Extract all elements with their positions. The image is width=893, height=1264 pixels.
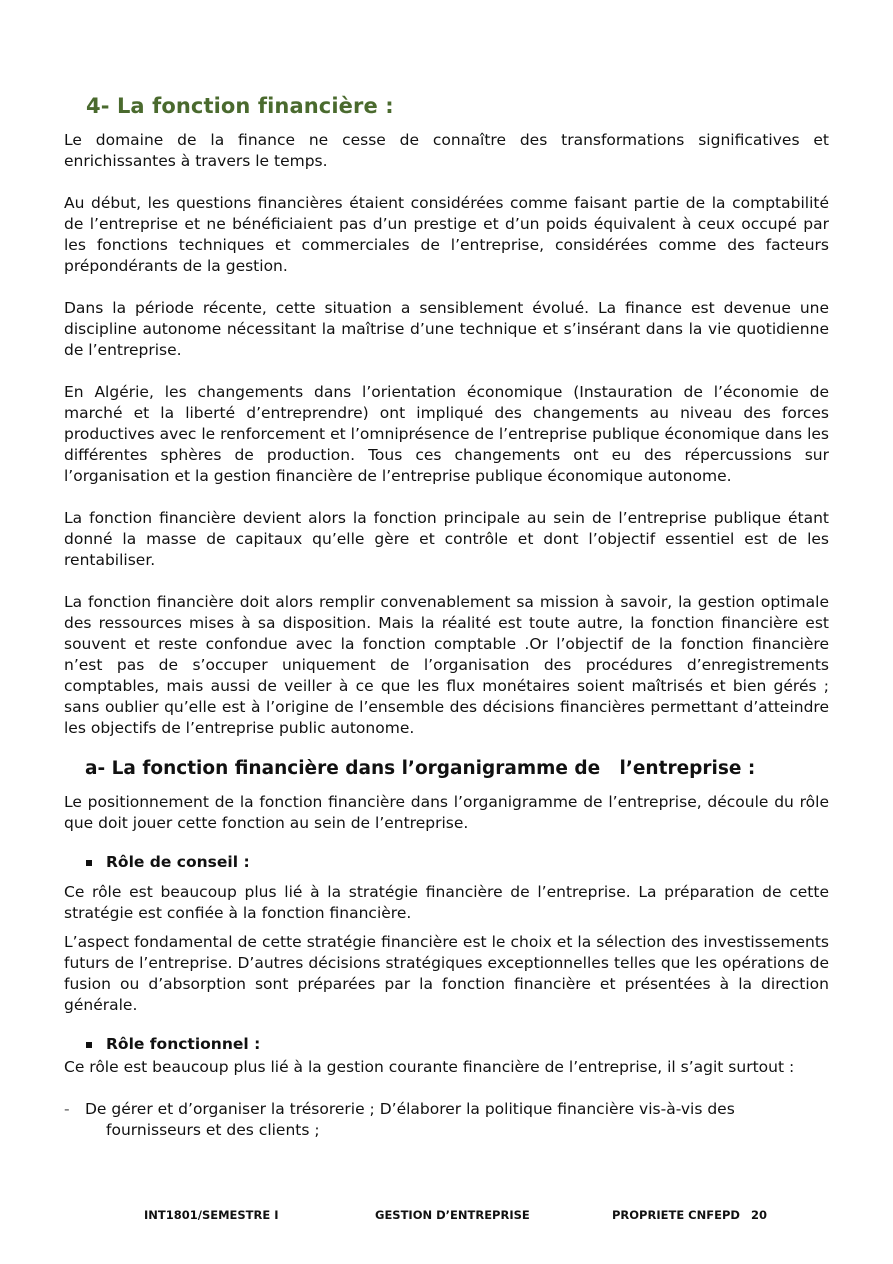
list-item-line: fournisseurs et des clients ; xyxy=(106,1121,320,1139)
square-bullet-icon xyxy=(86,860,92,866)
paragraph: L’aspect fondamental de cette stratégie financière est le choix et la sélection des investissements futurs de l’entreprise. D’autres décisions stratégiques exceptionnelles telles que les opérations de fusion ou d’absorption sont préparées par la fonction financière et présentées à la direction générale. xyxy=(64,933,829,1014)
page-number: 20 xyxy=(751,1208,768,1222)
footer-owner: PROPRIETE CNFEPD xyxy=(612,1208,740,1222)
list-item-line: De gérer et d’organiser la trésorerie ; D’élaborer la politique financière vis-à-vis des xyxy=(85,1100,735,1118)
paragraph: En Algérie, les changements dans l’orientation économique (Instauration de l’économie de marché et la liberté d’entreprendre) ont impliqué des changements au niveau des forces productives avec le renforcement et l’omniprésence de l’entreprise publique économique dans les différentes sphères de production. Tous ces changements ont eu des répercussions sur l’organisation et la gestion financière de l’entreprise publique économique autonome. xyxy=(64,383,829,485)
role-heading-label: Rôle fonctionnel : xyxy=(106,1035,261,1053)
footer-course: INT1801/SEMESTRE I xyxy=(144,1208,279,1222)
paragraph: Ce rôle est beaucoup plus lié à la stratégie financière de l’entreprise. La préparation de cette stratégie est confiée à la fonction financière. xyxy=(64,883,829,922)
paragraph: Le domaine de la finance ne cesse de connaître des transformations significatives et enrichissantes à travers le temps. xyxy=(64,131,829,170)
section-title: 4- La fonction financière : xyxy=(86,94,394,118)
paragraph: Ce rôle est beaucoup plus lié à la gestion courante financière de l’entreprise, il s’agit surtout : xyxy=(64,1058,795,1076)
subsection-intro: Le positionnement de la fonction financière dans l’organigramme de l’entreprise, découle du rôle que doit jouer cette fonction au sein de l’entreprise. xyxy=(64,793,829,832)
dash-marker: - xyxy=(64,1100,70,1118)
role-heading-label: Rôle de conseil : xyxy=(106,853,250,871)
subsection-title: a- La fonction financière dans l’organigramme de l’entreprise : xyxy=(85,758,756,779)
square-bullet-icon xyxy=(86,1042,92,1048)
list-item xyxy=(64,1099,829,1141)
page-content xyxy=(64,92,829,1141)
list-item-text xyxy=(85,1099,829,1141)
paragraph: La fonction financière devient alors la fonction principale au sein de l’entreprise publique étant donné la masse de capitaux qu’elle gère et contrôle et dont l’objectif essentiel est de les rentabiliser. xyxy=(64,509,829,569)
paragraph: La fonction financière doit alors remplir convenablement sa mission à savoir, la gestion optimale des ressources mises à sa disposition. Mais la réalité est toute autre, la fonction financière est souvent et reste confondue avec la fonction comptable .Or l’objectif de la fonction financière n’est pas de s’occuper uniquement de l’organisation des procédures d’enregistrements comptables, mais aussi de veiller à ce que les flux monétaires soient maîtrisés et bien gérés ; sans oublier qu’elle est à l’origine de l’ensemble des décisions financières permettant d’atteindre les objectifs de l’entreprise public autonome. xyxy=(64,593,829,737)
role-fonctionnel-heading xyxy=(86,1034,829,1055)
role-conseil-heading xyxy=(86,852,829,873)
paragraph: Dans la période récente, cette situation a sensiblement évolué. La finance est devenue une discipline autonome nécessitant la maîtrise d’une technique et s’insérant dans la vie quotidienne de l’entreprise. xyxy=(64,299,829,359)
paragraph: Au début, les questions financières étaient considérées comme faisant partie de la comptabilité de l’entreprise et ne bénéficiaient pas d’un prestige et d’un poids équivalent à ceux occupé par les fonctions techniques et commerciales de l’entreprise, considérées comme des facteurs prépondérants de la gestion. xyxy=(64,194,829,275)
page-footer xyxy=(144,1208,784,1226)
footer-subject: GESTION D’ENTREPRISE xyxy=(375,1208,530,1222)
